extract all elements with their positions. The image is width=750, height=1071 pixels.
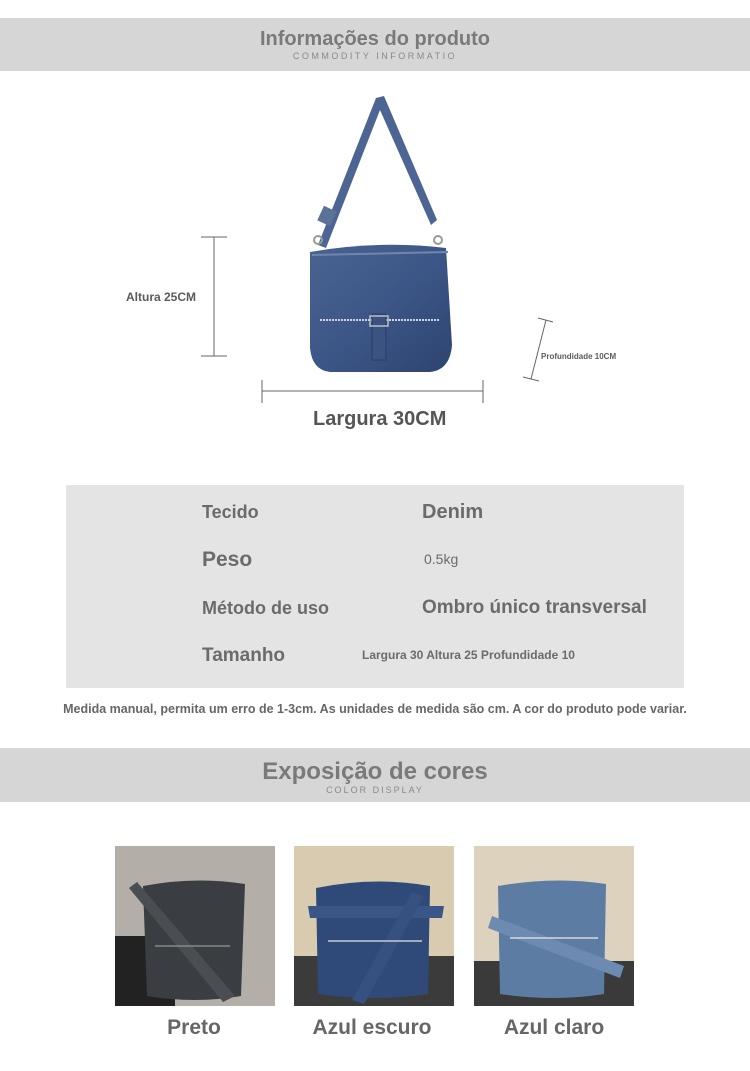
spec-value-size: Largura 30 Altura 25 Profundidade 10	[362, 648, 575, 662]
spec-key-fabric: Tecido	[202, 502, 259, 522]
swatch-label-dark-blue: Azul escuro	[312, 1016, 432, 1039]
spec-value-usage: Ombro único transversal	[422, 597, 647, 618]
color-display-title: Exposição de cores	[262, 758, 488, 785]
color-display-subtitle: COLOR DISPLAY	[326, 785, 424, 795]
spec-value-weight: 0.5kg	[424, 551, 459, 567]
swatch-light-blue[interactable]	[474, 846, 634, 1006]
spec-key-usage: Método de uso	[202, 598, 329, 618]
width-label: Largura 30CM	[313, 408, 447, 430]
depth-marker	[523, 318, 553, 381]
spec-key-size: Tamanho	[202, 645, 286, 666]
bag-front-tab	[372, 314, 386, 360]
product-info-banner	[0, 18, 750, 71]
bag-strap	[318, 96, 437, 248]
spec-key-weight: Peso	[202, 548, 253, 571]
swatch-black[interactable]	[115, 846, 275, 1006]
measurement-note: Medida manual, permita um erro de 1-3cm. As unidades de medida são cm. A cor do produto pode variar.	[63, 702, 687, 716]
swatch-label-black: Preto	[167, 1016, 221, 1039]
height-marker	[201, 237, 227, 356]
spec-table	[66, 485, 684, 688]
product-info-title: Informações do produto	[260, 28, 490, 50]
spec-value-fabric: Denim	[422, 501, 484, 523]
height-label: Altura 25CM	[126, 290, 197, 304]
bag-dimension-diagram	[0, 80, 750, 460]
product-info-subtitle: COMMODITY INFORMATIO	[292, 51, 458, 61]
depth-label: Profundidade 10CM	[541, 352, 617, 361]
color-display-banner	[0, 748, 750, 802]
swatch-label-light-blue: Azul claro	[503, 1016, 605, 1039]
swatch-dark-blue[interactable]	[294, 846, 454, 1006]
width-marker	[262, 380, 483, 403]
